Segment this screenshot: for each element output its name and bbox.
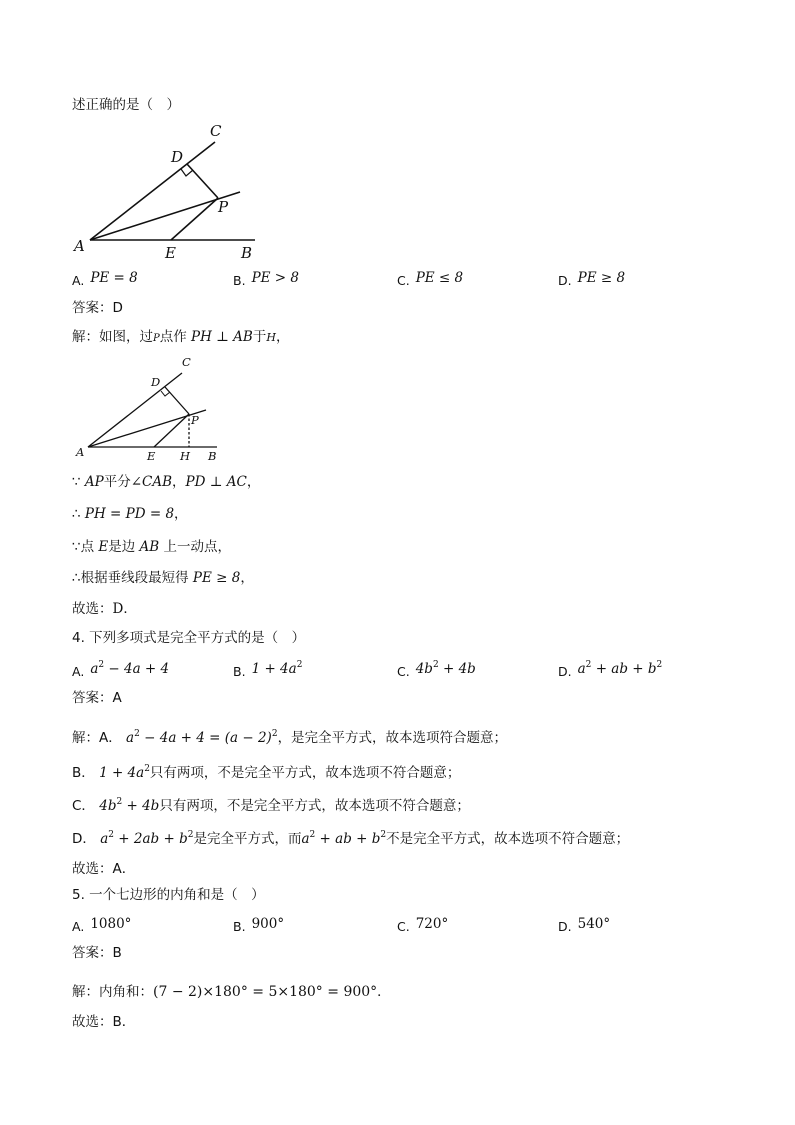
ray-ac [90,142,215,240]
svg-text:C: C [182,355,191,369]
svg-text:H: H [180,449,191,463]
q4-solution-d: D． $a^2 + 2ab + b^2$是完全平方式，而$a^2$ + ab + $b^2$不是完全平方式，故本选项不符合题意； [72,830,630,847]
svg-text:P: P [191,413,199,427]
solution-step-3: ∵点 E是边 AB 上一动点， [72,539,232,555]
solution-step-4: ∴根据垂线段最短得 PE ≥ 8， [72,570,254,586]
figure-1-angle-diagram [60,118,280,263]
option-a: A. PE = 8 [72,270,138,288]
label-d: D [171,148,184,166]
q4-option-d: D. $a^2$ + ab + $b^2$ [558,660,663,679]
svg-text:A: A [76,445,85,459]
question-3-stem-tail: 述正确的是（ ） [72,97,180,113]
choose-q3: 故选：D． [72,601,137,617]
right-angle-mark [181,169,193,176]
q5-option-b: B. 900° [233,916,285,934]
q4-solution-c: C． $4b^2 + 4b$只有两项，不是完全平方式，故本选项不符合题意； [72,797,470,814]
question-5-stem: 5. 一个七边形的内角和是（ ） [72,887,265,903]
q4-option-a: A. $a^2 - 4a + 4$ [72,660,170,679]
q4-solution-b: B． $1 + 4a^2$只有两项，不是完全平方式，故本选项不符合题意； [72,764,461,781]
question-4-stem: 4. 下列多项式是完全平方式的是（ ） [72,630,306,646]
segment-ep [171,198,218,240]
label-e: E [165,244,176,262]
answer-q5: 答案：B [72,945,122,961]
label-p: P [218,198,229,216]
q4-solution-a: 解：A． $a^2 - 4a + 4 = (a - 2)^2$，是完全平方式，故本选项符合题意； [72,729,508,746]
svg-text:D: D [151,375,161,389]
answer-q4: 答案：A [72,690,122,706]
choose-q4: 故选：A． [72,861,136,877]
label-b: B [241,244,253,262]
option-b: B. PE > 8 [233,270,299,288]
option-c: C. PE ≤ 8 [397,270,464,288]
q4-option-b: B. $1 + 4a^2$ [233,660,303,679]
choose-q5: 故选：B． [72,1014,136,1030]
svg-text:B: B [208,449,217,463]
solution-step-2: ∴ PH = PD = 8， [72,506,188,522]
answer-q3: 答案：D [72,300,123,316]
q5-option-a: A. 1080° [72,916,132,934]
q5-option-c: C. 720° [397,916,449,934]
q4-option-c: C. $4b^2 + 4b$ [397,660,476,679]
solution-q3-intro: 解：如图，过P点作 PH ⊥ AB于H， [72,329,290,345]
figure-2-angle-diagram [70,352,230,464]
q5-option-d: D. 540° [558,916,611,934]
solution-step-1: ∵ AP平分∠CAB，PD ⊥ AC， [72,474,261,490]
svg-text:E: E [147,449,156,463]
segment-dp [187,164,218,198]
label-a: A [74,237,85,255]
option-d: D. PE ≥ 8 [558,270,626,288]
q5-solution: 解：内角和：(7 − 2)×180° = 5×180° = 900°． [72,984,391,1000]
label-c: C [210,122,222,140]
